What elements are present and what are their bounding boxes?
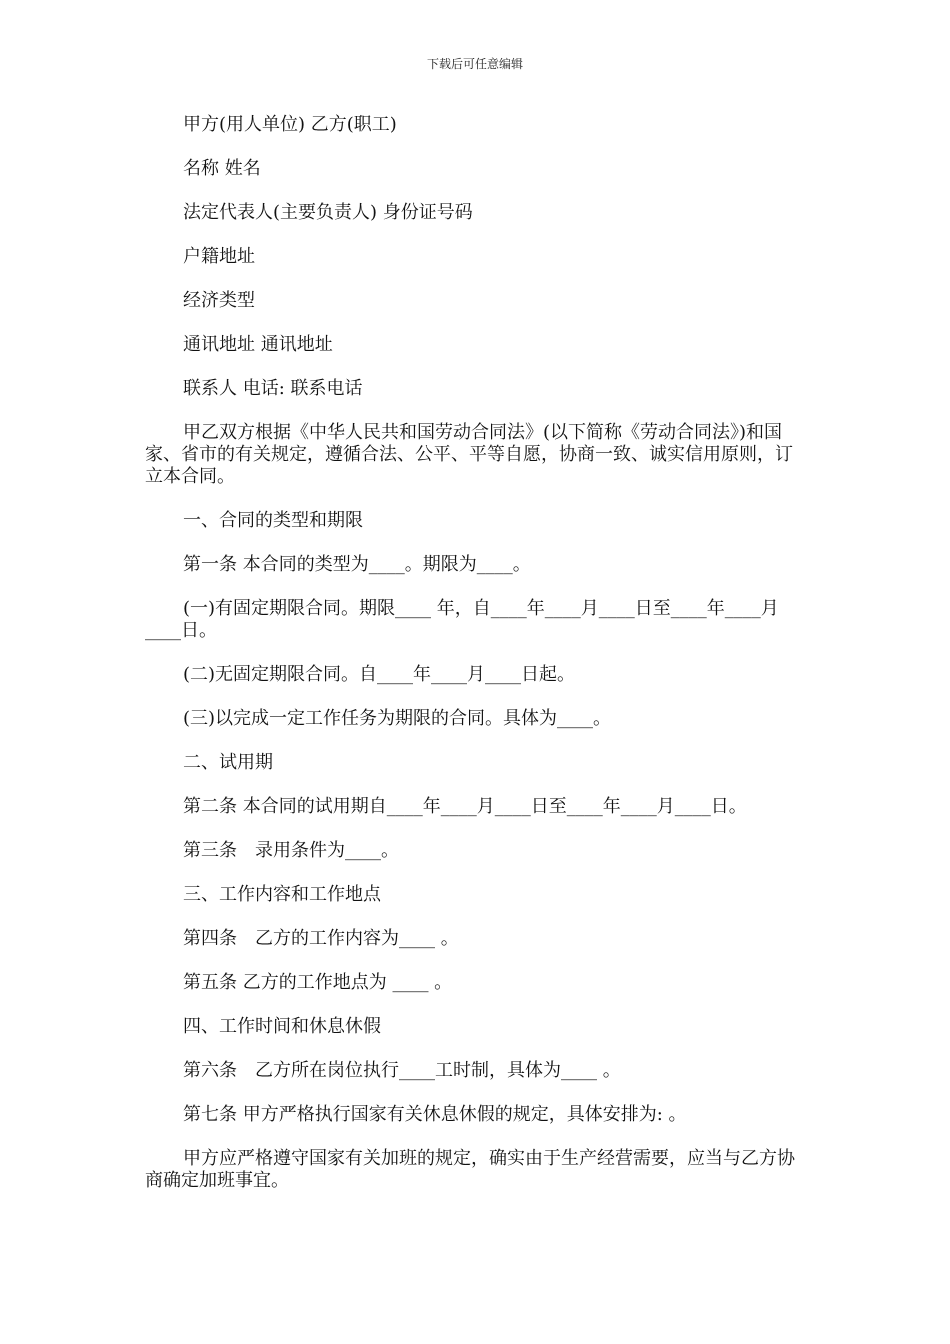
section-heading-probation: 二、试用期 (183, 752, 273, 773)
paragraph-overtime: 甲方应严格遵守国家有关加班的规定，确实由于生产经营需要，应当与乙方协商确定加班事宜。 (145, 1148, 795, 1191)
article-6: 第六条 乙方所在岗位执行____工时制，具体为____ 。 (183, 1060, 621, 1081)
paragraph-name: 名称 姓名 (183, 158, 261, 179)
article-7: 第七条 甲方严格执行国家有关休息休假的规定，具体安排为: 。 (183, 1104, 687, 1125)
paragraph-legal-rep: 法定代表人(主要负责人) 身份证号码 (183, 202, 473, 223)
paragraph-mailing-address: 通讯地址 通讯地址 (183, 334, 333, 355)
article-1-item-2: (二)无固定期限合同。自____年____月____日起。 (183, 664, 576, 685)
article-2: 第二条 本合同的试用期自____年____月____日至____年____月____日。 (183, 796, 747, 817)
contract-body (145, 114, 797, 1214)
article-1-item-3: (三)以完成一定工作任务为期限的合同。具体为____。 (183, 708, 612, 729)
article-4: 第四条 乙方的工作内容为____ 。 (183, 928, 459, 949)
article-5: 第五条 乙方的工作地点为 ____ 。 (183, 972, 453, 993)
paragraph-contact: 联系人 电话: 联系电话 (183, 378, 363, 399)
section-heading-work-content: 三、工作内容和工作地点 (183, 884, 381, 905)
article-3: 第三条 录用条件为____。 (183, 840, 399, 861)
section-heading-working-hours: 四、工作时间和休息休假 (183, 1016, 381, 1037)
article-1: 第一条 本合同的类型为____。期限为____。 (183, 554, 531, 575)
page-header-note: 下载后可任意编辑 (426, 57, 523, 71)
article-1-item-1: (一)有固定期限合同。期限____ 年，自____年____月____日至____年____月____日。 (145, 598, 779, 641)
paragraph-parties: 甲方(用人单位) 乙方(职工) (183, 114, 397, 135)
paragraph-preamble: 甲乙双方根据《中华人民共和国劳动合同法》(以下简称《劳动合同法》)和国家、省市的有关规定，遵循合法、公平、平等自愿，协商一致、诚实信用原则，订立本合同。 (145, 422, 793, 487)
paragraph-household-address: 户籍地址 (183, 246, 255, 267)
section-heading-contract-type: 一、合同的类型和期限 (183, 510, 363, 531)
paragraph-economic-type: 经济类型 (183, 290, 255, 311)
